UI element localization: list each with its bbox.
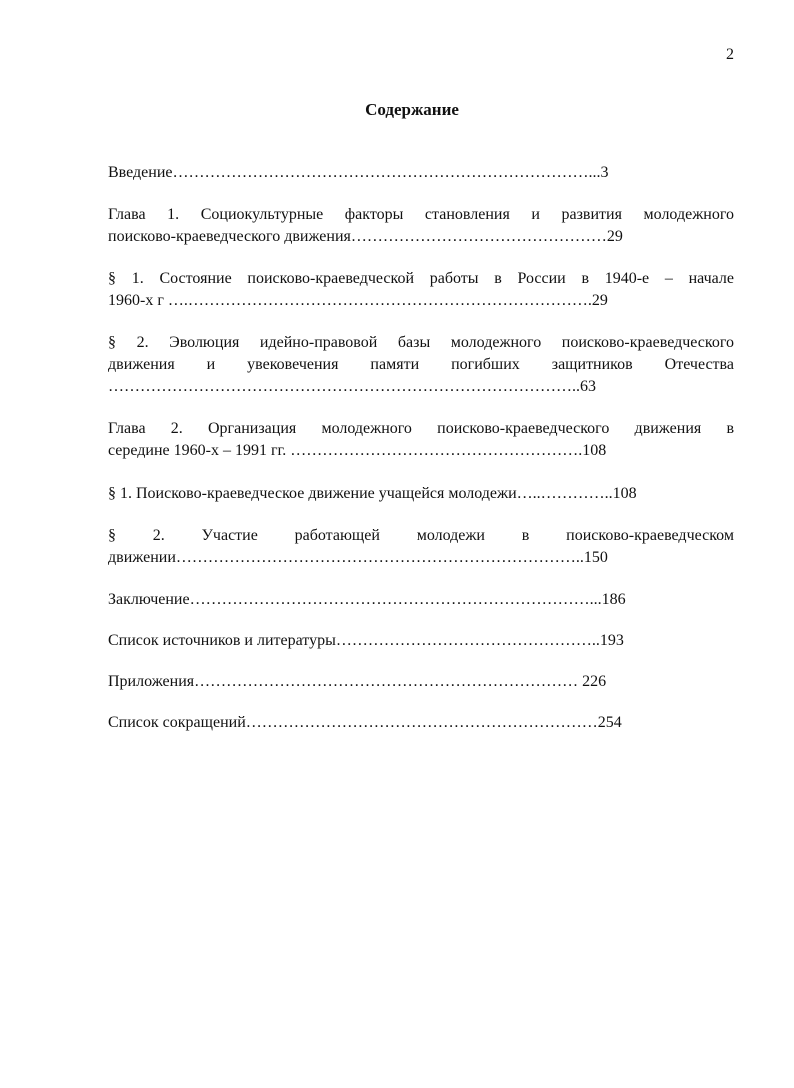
toc-entry-text: § 1. Состояние поисково-краеведческой работы в России в 1940-е – начале (108, 270, 734, 287)
toc-entry-text: движения и увековечения памяти погибших защитников Отечества (108, 356, 734, 373)
toc-entry-section-1-2 (108, 332, 734, 398)
toc-entry-text: Введение……………………………………………………………………...3 (108, 164, 609, 181)
toc-entry-text: § 1. Поисково-краеведческое движение учащейся молодежи…..…………..108 (108, 485, 637, 502)
toc-entry-section-2-1 (108, 483, 734, 505)
toc-entry-text: ……………………………………………………………………………..63 (108, 378, 596, 395)
table-of-contents (108, 162, 734, 734)
toc-entry-section-2-2 (108, 525, 734, 569)
toc-entry-text: середине 1960-х – 1991 гг. ……………………………………………….108 (108, 442, 607, 459)
page-number: 2 (726, 46, 734, 63)
toc-entry-appendices (108, 671, 734, 693)
toc-entry-sources (108, 630, 734, 652)
toc-entry-text: Глава 2. Организация молодежного поисково-краеведческого движения в (108, 420, 734, 437)
page-title: Содержание (365, 100, 459, 119)
toc-entry-text: § 2. Эволюция идейно-правовой базы молодежного поисково-краеведческого (108, 334, 734, 351)
toc-entry-conclusion (108, 589, 734, 611)
toc-entry-text: Приложения……………………………………………………………… 226 (108, 673, 607, 690)
toc-entry-text: движении…………………………………………………………………..150 (108, 549, 608, 566)
toc-entry-text: Глава 1. Социокультурные факторы становления и развития молодежного (108, 206, 734, 223)
toc-entry-text: поисково-краеведческого движения…………………………………………29 (108, 228, 623, 245)
toc-entry-chapter-2 (108, 418, 734, 462)
toc-entry-text: Заключение…………………………………………………………………...186 (108, 591, 626, 608)
toc-entry-introduction (108, 162, 734, 184)
toc-entry-text: Список сокращений…………………………………………………………254 (108, 714, 622, 731)
toc-entry-abbreviations (108, 712, 734, 734)
toc-entry-chapter-1 (108, 204, 734, 248)
toc-entry-text: Список источников и литературы…………………………………………..193 (108, 632, 624, 649)
toc-entry-text: 1960-х г ….………………………………………………………………….29 (108, 292, 608, 309)
toc-entry-text: § 2. Участие работающей молодежи в поисково-краеведческом (108, 527, 734, 544)
toc-entry-section-1-1 (108, 268, 734, 312)
